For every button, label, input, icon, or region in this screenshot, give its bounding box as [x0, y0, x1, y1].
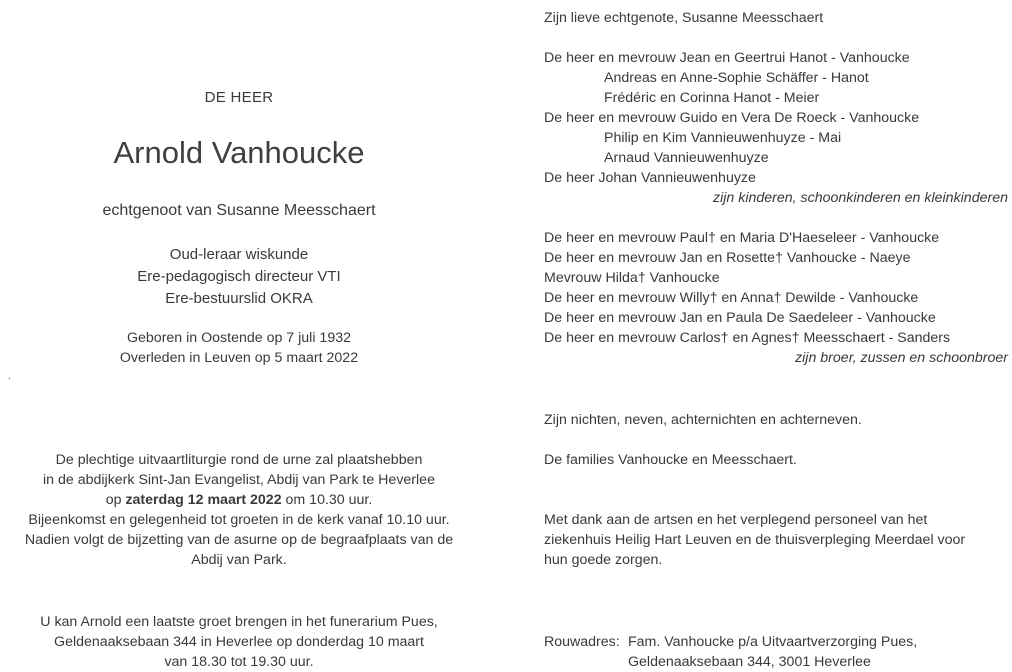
birth-line: Geboren in Oostende op 7 juli 1932 [126, 330, 351, 346]
ceremony-info [0, 450, 478, 570]
address-line: Fam. Vanhoucke p/a Uitvaartverzorging Pues, [628, 634, 918, 650]
family-member: Andreas en Anne-Sophie Schäffer - Hanot [604, 70, 869, 86]
visit-line: van 18.30 tot 19.30 uur. [164, 654, 314, 670]
sibling-line: De heer en mevrouw Paul† en Maria D'Haeseleer - Vanhoucke [544, 230, 940, 246]
family-member: De heer en mevrouw Jean en Geertrui Hanot - Vanhoucke [544, 50, 910, 66]
family-member: De heer Johan Vannieuwenhuyze [544, 170, 756, 186]
death-line: Overleden in Leuven op 5 maart 2022 [119, 350, 359, 366]
family-member: Arnaud Vannieuwenhuyze [604, 150, 769, 166]
sibling-line: Mevrouw Hilda† Vanhoucke [544, 270, 720, 286]
ceremony-time: om 10.30 uur. [281, 492, 373, 508]
family-member: De heer en mevrouw Guido en Vera De Roeck - Vanhoucke [544, 110, 920, 126]
ceremony-line: Nadien volgt de bijzetting van de asurne op de begraafplaats van de [24, 532, 454, 548]
visit-line: U kan Arnold een laatste groet brengen in het funerarium Pues, [40, 614, 438, 630]
honorific: DE HEER [204, 89, 274, 106]
families-line: De families Vanhoucke en Meesschaert. [544, 452, 797, 468]
role-item: Ere-pedagogisch directeur VTI [137, 268, 341, 285]
sibling-line: De heer en mevrouw Jan en Rosette† Vanhoucke - Naeye [544, 250, 911, 266]
wife-line: Zijn lieve echtgenote, Susanne Meesschaert [544, 10, 824, 26]
role-item: Oud-leraar wiskunde [169, 246, 309, 263]
sibling-line: De heer en mevrouw Jan en Paula De Saedeleer - Vanhoucke [544, 310, 936, 326]
sibling-line: De heer en mevrouw Willy† en Anna† Dewilde - Vanhoucke [544, 290, 919, 306]
family-member: Philip en Kim Vannieuwenhuyze - Mai [604, 130, 842, 146]
roles-list [0, 244, 478, 310]
ceremony-line: in de abdijkerk Sint-Jan Evangelist, Abdij van Park te Heverlee [43, 472, 435, 488]
thanks-line: hun goede zorgen. [544, 552, 663, 568]
ceremony-date: zaterdag 12 maart 2022 [125, 492, 282, 508]
spouse-line: echtgenoot van Susanne Meesschaert [102, 202, 376, 219]
life-dates [0, 328, 478, 368]
ceremony-line: Bijeenkomst en gelegenheid tot groeten in de kerk vanaf 10.10 uur. [28, 512, 450, 528]
address-label: Rouwadres: [544, 634, 620, 650]
visit-line: Geldenaaksebaan 344 in Heverlee op donderdag 10 maart [54, 634, 424, 650]
address-line: Geldenaaksebaan 344, 3001 Heverlee [628, 654, 871, 670]
ceremony-line: De plechtige uitvaartliturgie rond de urne zal plaatshebben [55, 452, 423, 468]
stray-dot: . [8, 371, 11, 382]
family-caption: zijn kinderen, schoonkinderen en kleinkinderen [713, 190, 1008, 206]
family-member: Frédéric en Corinna Hanot - Meier [604, 90, 820, 106]
visitation-info [0, 612, 478, 672]
thanks-paragraph [544, 510, 1008, 570]
ceremony-date-prefix: op [105, 492, 126, 508]
deceased-name: Arnold Vanhoucke [113, 135, 365, 170]
thanks-line: ziekenhuis Heilig Hart Leuven en de thuisverpleging Meerdael voor [544, 532, 966, 548]
thanks-line: Met dank aan de artsen en het verplegend personeel van het [544, 512, 928, 528]
sibling-line: De heer en mevrouw Carlos† en Agnes† Meesschaert - Sanders [544, 330, 951, 346]
cousins-line: Zijn nichten, neven, achternichten en achterneven. [544, 412, 862, 428]
siblings-caption: zijn broer, zussen en schoonbroer [795, 350, 1008, 366]
role-item: Ere-bestuurslid OKRA [165, 290, 313, 307]
ceremony-line: Abdij van Park. [191, 552, 287, 568]
ceremony-date-line [0, 490, 478, 510]
